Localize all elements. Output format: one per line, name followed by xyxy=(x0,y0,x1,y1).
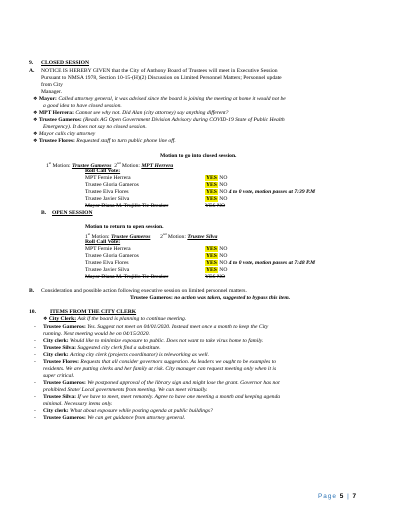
bullet-text: Mayor calls city attorney xyxy=(38,131,96,137)
list-item xyxy=(34,380,280,387)
list-item xyxy=(34,345,161,352)
list-item xyxy=(34,338,263,345)
vote-yes-struck: YES xyxy=(205,274,216,280)
item-b-label: B. xyxy=(41,210,47,216)
notice-line-1: NOTICE IS HEREBY GIVEN that the City of Anthony Board of Trustees will meet in Executive Session xyxy=(41,68,278,74)
list-item-text: Requests that all consider governors suggestion. As leaders we ought to be examples to xyxy=(80,359,277,365)
voter-name: MPT Fernie Herrera xyxy=(85,246,131,252)
list-item-text: super critical. xyxy=(43,373,75,379)
motion-2-second: Trustee Silva xyxy=(187,233,218,240)
vote-result-note: 4 to 0 vote, motion passes at 7:48 P.M xyxy=(228,260,316,266)
voter-name-struck: Mayor Diana M. Trujillo Tie Breaker xyxy=(85,274,169,280)
list-item-speaker: Trustee Silva: xyxy=(43,394,76,400)
diamond-bullet-icon: ❖ xyxy=(33,132,38,137)
page-footer xyxy=(318,494,357,501)
dash-bullet: - xyxy=(34,415,36,421)
list-item-text: Yes. Suggest not meet on 04/01/2020. Instead meet once a month to keep the City xyxy=(87,324,269,330)
list-item-text: minimal. Necessary items only. xyxy=(43,401,113,407)
bullet-speaker: Mayor: xyxy=(38,96,57,102)
page-word: Page xyxy=(318,493,337,500)
list-item-text: prohibited State/ Local governments from meeting. We can meet virtually. xyxy=(43,387,208,393)
bullet-text: Called attorney general, it was advised since the board is joining the meeting at home it would not be xyxy=(58,96,286,102)
vote-yes: YES xyxy=(206,196,217,202)
list-item-text: Suggested city clerk find a substitute. xyxy=(77,345,161,351)
voter-name-struck: Mayor Diana M. Trujillo Tie Breaker xyxy=(85,203,169,209)
vote-yes: YES xyxy=(206,260,217,266)
motion-2-first: Trustee Gameros xyxy=(110,233,151,240)
list-item-speaker: City clerk: xyxy=(43,338,69,344)
item-b2-label: B. xyxy=(29,288,35,294)
list-item-text: residents. We are putting clerks and her family at risk. City manager can request meeting only when it is xyxy=(43,366,277,372)
list-item xyxy=(34,415,185,422)
open-session-heading: OPEN SESSION xyxy=(52,210,93,216)
notice-line-4: Manager. xyxy=(41,89,62,95)
vote-result-note: 4 to 0 vote, motion passes at 7:39 P.M xyxy=(228,189,316,195)
dash-bullet: - xyxy=(34,394,36,400)
bullet-text-cont: a good idea to have closed session. xyxy=(43,103,122,109)
diamond-bullet-icon: ❖ xyxy=(33,97,38,102)
list-item-speaker: Trustee Flores: xyxy=(43,359,79,365)
section-9-number: 9. xyxy=(29,60,34,66)
section-10-lead: ❖ City Clerk: Ask if the board is planning to continue meeting. xyxy=(43,316,187,322)
voter-name: Trustee Gloria Gameros xyxy=(85,253,139,259)
roll-call-1-title: Roll Call Vote: xyxy=(85,168,121,174)
motion-1-second: MPT Herrera xyxy=(141,162,174,169)
diamond-bullet-icon: ❖ xyxy=(33,111,38,116)
motion-1-line: 1st Motion: Trustee Gameros 2nd Motion: MPT Herrera xyxy=(46,161,174,169)
list-item-cont xyxy=(43,401,112,408)
list-item xyxy=(34,352,209,359)
notice-line-3: from City xyxy=(41,82,63,88)
list-item-text: If we have to meet, meet remotely. Agree to have one meeting a month and keeping agenda xyxy=(77,394,281,400)
list-item-speaker: City clerk: xyxy=(43,352,69,358)
list-item-text: Would like to minimize exposure to public. Does not want to take virus home to family. xyxy=(70,338,264,344)
vote-yes: YES xyxy=(206,253,217,259)
motion-2-line: 1st Motion: Trustee Gameros 2nd Motion: Trustee Silva xyxy=(85,232,218,240)
motion-1-first: Trustee Gameros xyxy=(71,162,112,169)
page-number: 5 xyxy=(339,493,345,500)
voter-name: Trustee Gloria Gameros xyxy=(85,182,139,188)
bullet-text: Requested staff to turn public phone line off. xyxy=(76,138,176,144)
voter-name: Trustee Javier Silva xyxy=(85,196,130,202)
list-item xyxy=(34,394,280,401)
list-item-cont xyxy=(43,331,150,338)
section-10-heading: ITEMS FROM THE CITY CLERK xyxy=(50,309,137,315)
bullet-speaker: Trustee Gameros: xyxy=(38,117,82,123)
dash-bullet: - xyxy=(34,345,36,351)
voter-name: Trustee Elva Flores xyxy=(85,189,129,195)
dash-bullet: - xyxy=(34,338,36,344)
vote-no: NO xyxy=(219,260,228,266)
dash-bullet: - xyxy=(34,359,36,365)
vote-yes: YES xyxy=(206,246,217,252)
diamond-bullet-icon: ❖ xyxy=(43,317,48,322)
list-item-text: running. Next meeting would be on 04/15/2020. xyxy=(43,331,150,337)
roll-call-2-title: Roll Call Vote: xyxy=(85,239,121,245)
consideration-result: Trustee Gameros: no action was taken, suggested to bypass this item. xyxy=(130,295,291,301)
voter-name: Trustee Elva Flores xyxy=(85,260,129,266)
section-10-number: 10. xyxy=(29,309,36,315)
vote-no: NO xyxy=(219,189,228,195)
bullet-text: Cannot see why not. Did Alan (city attorney) say anything different? xyxy=(75,110,229,116)
list-item-speaker: City clerk: xyxy=(43,408,69,414)
list-item-speaker: Trustee Gameros: xyxy=(43,415,86,421)
voter-name: MPT Fernie Herrera xyxy=(85,175,131,181)
notice-line-2: Pursuant to NMSA 1978, Section 10-15-(H)(2) Discussion on Limited Personnel Matters; Personnel update xyxy=(41,75,282,81)
bullet-4 xyxy=(33,138,176,146)
motion-1-title: Motion to go into closed session. xyxy=(160,153,237,159)
bullet-text: (Reads AG Open Government Division Advisory during COVID-19 State of Public Health xyxy=(83,117,285,123)
list-item xyxy=(34,324,268,331)
vote-no: NO xyxy=(219,196,228,202)
list-item xyxy=(34,408,213,415)
diamond-bullet-icon: ❖ xyxy=(33,118,38,123)
list-item-text: We can get guidance from attorney general. xyxy=(87,415,186,421)
dash-bullet: - xyxy=(34,380,36,386)
vote-no: NO xyxy=(219,253,228,259)
vote-no-struck: NO xyxy=(216,274,226,280)
vote-yes-struck: YES xyxy=(205,203,216,209)
list-item-speaker: Trustee Silva: xyxy=(43,345,76,351)
motion-2-title: Motion to return to open session. xyxy=(85,224,164,230)
bullet-speaker: MPT Herrera: xyxy=(38,110,74,116)
list-item-text: What about exposure while posting agenda at public buildings? xyxy=(70,408,213,414)
dash-bullet: - xyxy=(34,408,36,414)
vote-yes: YES xyxy=(206,182,217,188)
list-item-speaker: Trustee Gameros: xyxy=(43,380,86,386)
section-9-heading: CLOSED SESSION xyxy=(41,60,90,66)
vote-yes: YES xyxy=(206,175,217,181)
list-item-text: Acting city clerk (projects coordinator) is teleworking as well. xyxy=(70,352,209,358)
dash-bullet: - xyxy=(34,352,36,358)
consideration-text: Consideration and possible action following executive session on limited personnel matters. xyxy=(41,288,247,294)
vote-no: NO xyxy=(219,175,228,181)
list-item-cont xyxy=(43,373,74,380)
list-item-cont xyxy=(43,387,208,394)
vote-no-struck: NO xyxy=(216,203,226,209)
list-item xyxy=(34,359,276,366)
vote-no: NO xyxy=(219,182,228,188)
vote-yes: YES xyxy=(206,189,217,195)
list-item-speaker: Trustee Gameros: xyxy=(43,324,86,330)
vote-no: NO xyxy=(219,246,228,252)
voter-name: Trustee Javier Silva xyxy=(85,267,130,273)
bullet-text-cont: Emergency). It does not say no closed session. xyxy=(43,124,147,130)
vote-no: NO xyxy=(219,267,228,273)
vote-yes: YES xyxy=(206,267,217,273)
item-a-label: A. xyxy=(29,68,35,74)
diamond-bullet-icon: ❖ xyxy=(33,139,38,144)
bullet-speaker: Trustee Flores: xyxy=(38,138,75,144)
page-separator: | xyxy=(347,493,350,500)
list-item-cont xyxy=(43,366,276,373)
page-total: 7 xyxy=(352,493,358,500)
list-item-text: We postponed approval of the library sign and might lose the grant. Governor has not xyxy=(87,380,280,386)
dash-bullet: - xyxy=(34,324,36,330)
